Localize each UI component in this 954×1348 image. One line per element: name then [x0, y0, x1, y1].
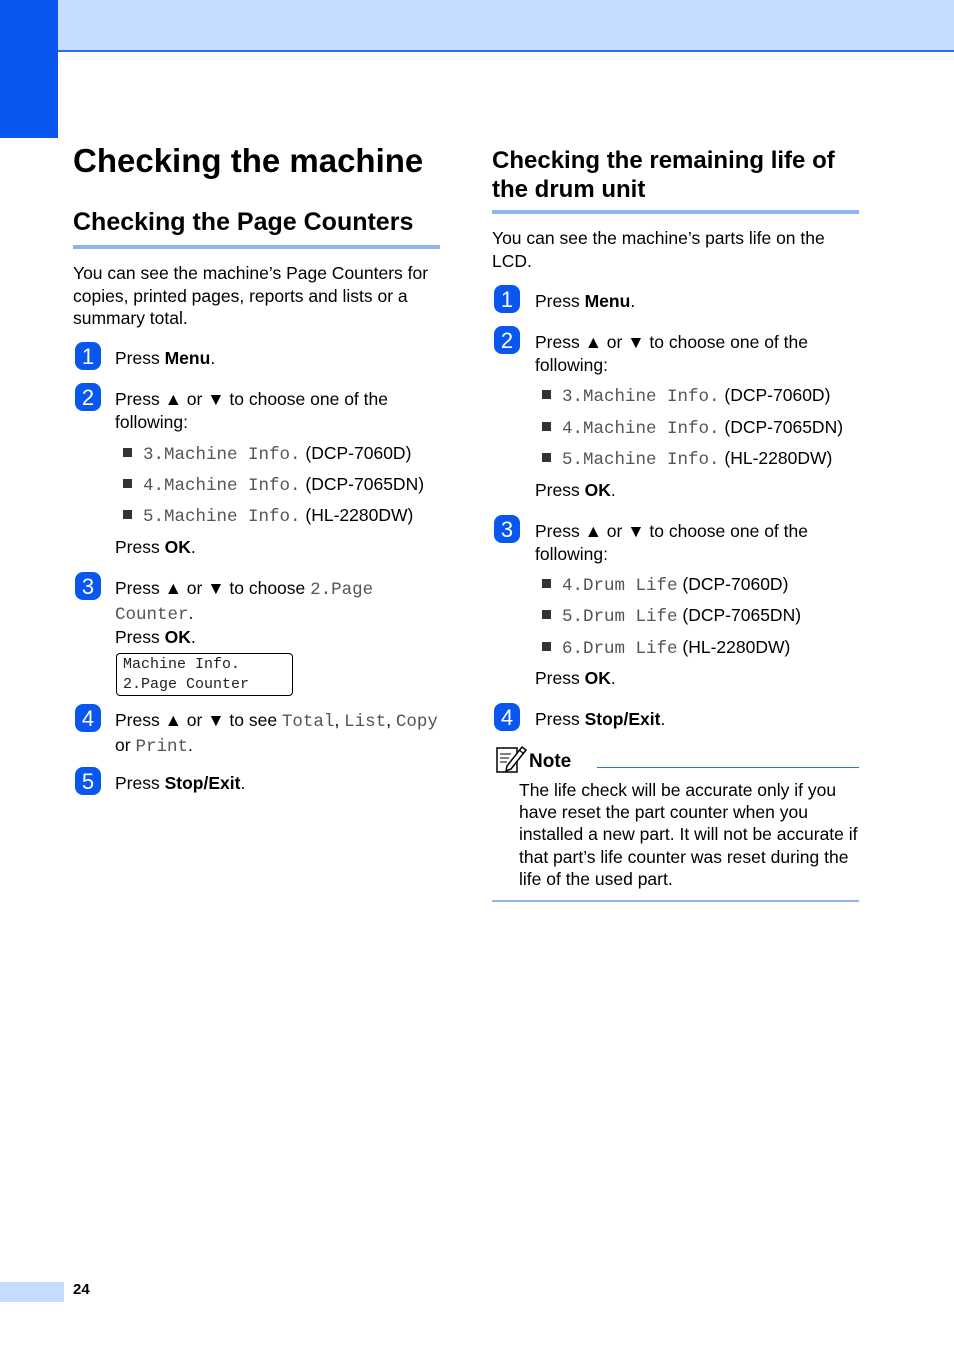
right-step-3-icon [494, 515, 520, 543]
note-bottom-rule [492, 900, 859, 902]
left-step-4-text: Press ▲ or ▼ to see Total, List, Copy or Print. [115, 710, 438, 757]
right-step-2-icon [494, 326, 520, 354]
left-intro: You can see the machine’s Page Counters for copies, printed pages, reports and lists or a summary total. [73, 263, 429, 328]
right-step-3-text: Press ▲ or ▼ to choose one of the following: [535, 521, 808, 564]
bullet-square-icon [123, 510, 132, 519]
bullet-square-icon [542, 453, 551, 462]
step-2-number: 2 [81, 385, 95, 410]
right-drum-option-3: 6.Drum Life (HL-2280DW) [542, 636, 790, 660]
step-4-icon [75, 704, 101, 732]
right-step-4-icon [494, 703, 520, 731]
note-pencil-icon [495, 744, 527, 774]
note-label: Note [529, 751, 572, 772]
right-option-1: 3.Machine Info. (DCP-7060D) [542, 384, 830, 408]
step-5-icon [75, 767, 101, 795]
step-1-number: 1 [81, 344, 95, 369]
right-step-1-icon [494, 285, 520, 313]
bullet-square-icon [123, 448, 132, 457]
step-4-number: 4 [81, 706, 95, 731]
bullet-square-icon [123, 479, 132, 488]
right-step-2-text: Press ▲ or ▼ to choose one of the following: [535, 332, 808, 375]
bullet-square-icon [542, 390, 551, 399]
bullet-square-icon [542, 610, 551, 619]
right-step-3-number: 3 [500, 517, 514, 542]
left-step-3-text: Press ▲ or ▼ to choose 2.Page Counter. Press OK. [115, 578, 374, 647]
page-number-tab [0, 1282, 64, 1302]
right-step-2-number: 2 [500, 328, 514, 353]
left-option-1: 3.Machine Info. (DCP-7060D) [123, 442, 411, 466]
right-intro: You can see the machine’s parts life on the LCD. [492, 228, 825, 271]
step-1-icon [75, 342, 101, 370]
bullet-square-icon [542, 579, 551, 588]
right-step-1-number: 1 [500, 287, 514, 312]
left-step-2-text: Press ▲ or ▼ to choose one of the following: [115, 389, 388, 432]
left-option-2: 4.Machine Info. (DCP-7065DN) [123, 473, 424, 497]
page-title: Checking the machine [73, 142, 424, 179]
right-drum-option-1: 4.Drum Life (DCP-7060D) [542, 573, 788, 597]
bullet-square-icon [542, 642, 551, 651]
step-5-number: 5 [81, 769, 95, 794]
section-heading-drum-life: Checking the remaining life of the drum unit [492, 146, 859, 214]
right-option-3: 5.Machine Info. (HL-2280DW) [542, 447, 832, 471]
right-drum-option-2: 5.Drum Life (DCP-7065DN) [542, 604, 801, 628]
right-step-4-number: 4 [500, 705, 514, 730]
step-3-number: 3 [81, 574, 95, 599]
step-3-icon [75, 572, 101, 600]
page-number: 24 [73, 1281, 90, 1298]
left-step-5-text: Press Stop/Exit. [115, 773, 246, 793]
bullet-square-icon [542, 422, 551, 431]
right-step-1-text: Press Menu. [535, 291, 636, 311]
lcd-line-1: Machine Info. [123, 656, 241, 673]
step-2-icon [75, 383, 101, 411]
lcd-line-2: 2.Page Counter [123, 675, 250, 693]
section-heading-page-counters: Checking the Page Counters [73, 208, 440, 249]
left-step-2-press-ok: Press OK. [115, 537, 196, 557]
note-text: The life check will be accurate only if you have reset the part counter when you installed a new part. It will not be accurate if that part’s life counter was reset during the life of the used part. [519, 780, 858, 889]
left-step-1-text: Press Menu. [115, 348, 216, 368]
header-band [0, 0, 954, 52]
chapter-tab [0, 0, 58, 138]
right-option-2: 4.Machine Info. (DCP-7065DN) [542, 416, 843, 440]
left-option-3: 5.Machine Info. (HL-2280DW) [123, 504, 413, 528]
note-top-rule [597, 767, 859, 768]
right-step-3-press-ok: Press OK. [535, 668, 616, 688]
right-step-2-press-ok: Press OK. [535, 480, 616, 500]
right-step-4-text: Press Stop/Exit. [535, 709, 666, 729]
lcd-display [116, 653, 293, 696]
